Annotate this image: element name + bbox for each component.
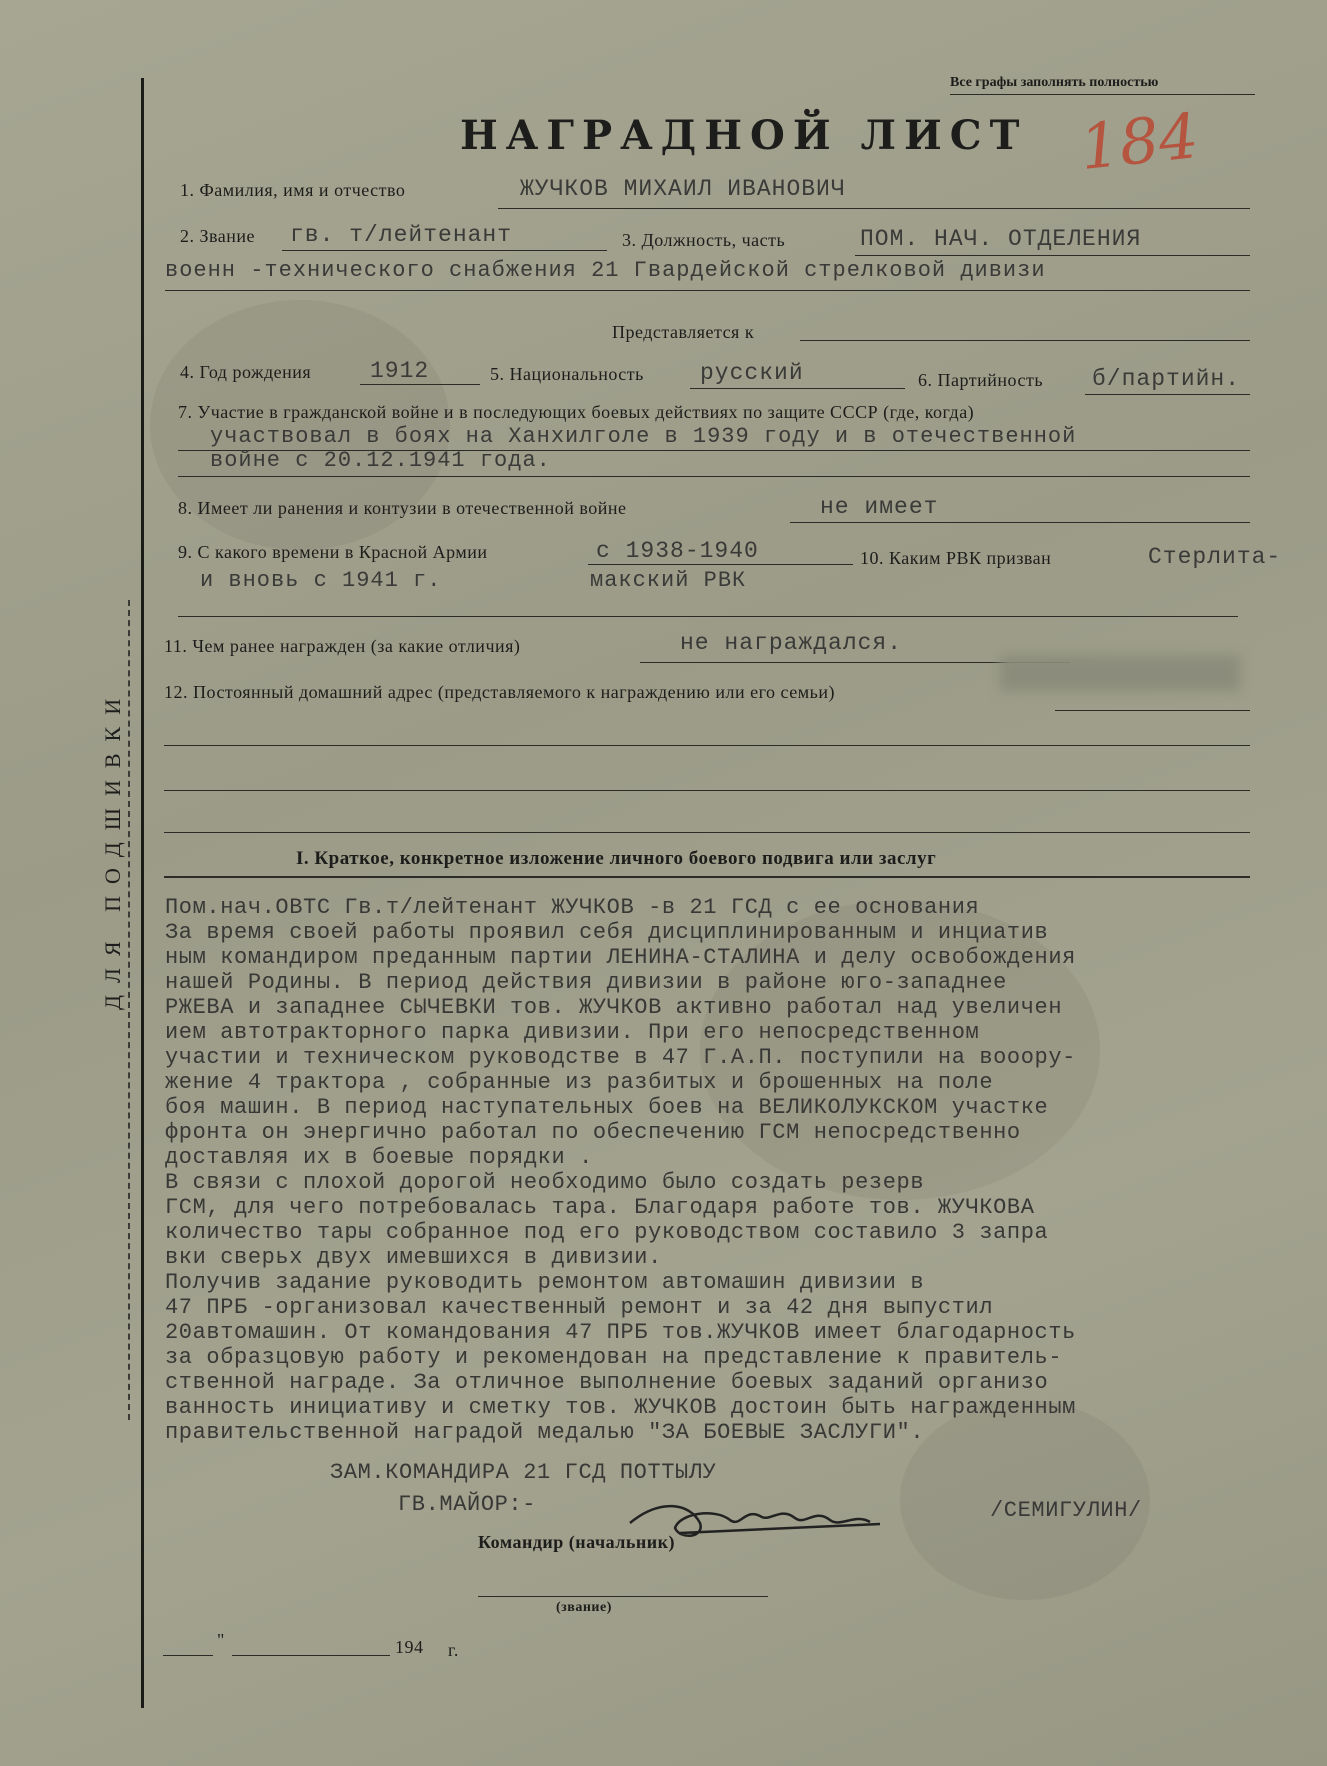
body-line: участии и техническом руководстве в 47 Г.А.П. поступили на вооору- [165, 1045, 1076, 1070]
field-4-value: 1912 [370, 358, 430, 384]
body-line: ванность инициативу и сметку тов. ЖУЧКОВ достоин быть награжденным [165, 1395, 1076, 1420]
field-12-label: 12. Постоянный домашний адрес (представляемого к награждению или его семьи) [164, 682, 835, 702]
present-label: Представляется к [612, 322, 755, 342]
date-year: 194 [395, 1637, 424, 1657]
date-quote: " [217, 1630, 225, 1650]
field-5-label: 5. Национальность [490, 364, 644, 384]
perforation-line [128, 600, 130, 1420]
signature-line1: ЗАМ.КОМАНДИРА 21 ГСД ПОТТЫЛУ [330, 1460, 717, 1485]
field-9-value: с 1938-1940 [596, 538, 759, 564]
field-6-value: б/партийн. [1092, 366, 1241, 392]
field-3-value: ПОМ. НАЧ. ОТДЕЛЕНИЯ [860, 226, 1142, 252]
redacted-area [1000, 655, 1240, 691]
field-7-label: 7. Участие в гражданской войне и в последующих боевых действиях по защите СССР (где, когда) [178, 402, 975, 422]
field-11-value: не награждался. [680, 630, 903, 656]
body-line: количество тары собранное под его руководством составило 3 запра [165, 1220, 1049, 1245]
signature-line2: ГВ.МАЙОР:- [398, 1492, 537, 1517]
body-line: РЖЕВА и западнее СЫЧЕВКИ тов. ЖУЧКОВ активно работал над увеличен [165, 995, 1063, 1020]
field-8-value: не имеет [820, 494, 939, 520]
field-1-label: 1. Фамилия, имя и отчество [180, 180, 406, 200]
rank-caption: (звание) [556, 1600, 612, 1615]
commander-label: Командир (начальник) [478, 1532, 675, 1552]
left-margin-line [141, 78, 144, 1708]
field-8-label: 8. Имеет ли ранения и контузии в отечественной войне [178, 498, 627, 518]
field-9-label: 9. С какого времени в Красной Армии [178, 542, 488, 562]
body-line: В связи с плохой дорогой необходимо было создать резерв [165, 1170, 925, 1195]
field-1-value: ЖУЧКОВ МИХАИЛ ИВАНОВИЧ [520, 176, 846, 202]
section-body [165, 895, 1076, 1445]
field-10-continuation: макский РВК [590, 568, 747, 593]
field-4-label: 4. Год рождения [180, 362, 312, 382]
body-line: Получив задание руководить ремонтом автомашин дивизии в [165, 1270, 925, 1295]
body-line: ным командиром преданным партии ЛЕНИНА-СТАЛИНА и делу освобождения [165, 945, 1076, 970]
body-line: ием автотракторного парка дивизии. При его непосредственном [165, 1020, 980, 1045]
signer-name: /СЕМИГУЛИН/ [990, 1498, 1142, 1523]
body-line: 47 ПРБ -организовал качественный ремонт и за 42 дня выпустил [165, 1295, 994, 1320]
body-line: за образцовую работу и рекомендован на представление к правитель- [165, 1345, 1063, 1370]
date-g: г. [448, 1640, 459, 1660]
field-7-line1: участвовал в боях на Ханхилголе в 1939 году и в отечественной [210, 424, 1077, 449]
field-2-label: 2. Звание [180, 226, 256, 246]
body-line: фронта он энергично работал по обеспечению ГСМ непосредственно [165, 1120, 1021, 1145]
document-title: НАГРАДНОЙ ЛИСТ [460, 112, 1028, 159]
body-line: жение 4 трактора , собранные из разбитых и брошенных на поле [165, 1070, 994, 1095]
field-10-label: 10. Каким РВК призван [860, 548, 1052, 568]
field-2-value: гв. т/лейтенант [290, 222, 513, 248]
body-line: 20автомашин. От командования 47 ПРБ тов.ЖУЧКОВ имеет благодарность [165, 1320, 1076, 1345]
body-line: вки сверьх двух имевшихся в дивизии. [165, 1245, 662, 1270]
field-3-label: 3. Должность, часть [622, 230, 786, 250]
field-6-label: 6. Партийность [918, 370, 1044, 390]
body-line: боя машин. В период наступательных боев на ВЕЛИКОЛУКСКОМ участке [165, 1095, 1049, 1120]
side-label: ДЛЯ ПОДШИВКИ [100, 686, 125, 1010]
body-line: За время своей работы проявил себя дисциплинированным и инциатив [165, 920, 1049, 945]
top-note: Все графы заполнять полностью [950, 75, 1159, 90]
section-heading: I. Краткое, конкретное изложение личного боевого подвига или заслуг [296, 848, 937, 869]
field-11-label: 11. Чем ранее награжден (за какие отличия) [164, 636, 521, 656]
body-line: правительственной наградой медалью "ЗА БОЕВЫЕ ЗАСЛУГИ". [165, 1420, 925, 1445]
body-line: ГСМ, для чего потребовалась тара. Благодаря работе тов. ЖУЧКОВА [165, 1195, 1035, 1220]
stamp-number: 184 [1076, 99, 1202, 184]
body-line: ственной награде. За отличное выполнение боевых заданий организо [165, 1370, 1049, 1395]
body-line: доставляя их в боевые порядки . [165, 1145, 593, 1170]
body-line: Пом.нач.ОВТС Гв.т/лейтенант ЖУЧКОВ -в 21 ГСД с ее основания [165, 895, 980, 920]
field-9-continuation: и вновь с 1941 г. [200, 568, 442, 593]
body-line: нашей Родины. В период действия дивизии в районе юго-западнее [165, 970, 1007, 995]
field-5-value: русский [700, 360, 804, 386]
field-3-continuation: военн -технического снабжения 21 Гвардейской стрелковой дивизи [165, 258, 1046, 283]
field-7-line2: войне с 20.12.1941 года. [210, 448, 551, 473]
field-10-value: Стерлита- [1148, 544, 1282, 570]
